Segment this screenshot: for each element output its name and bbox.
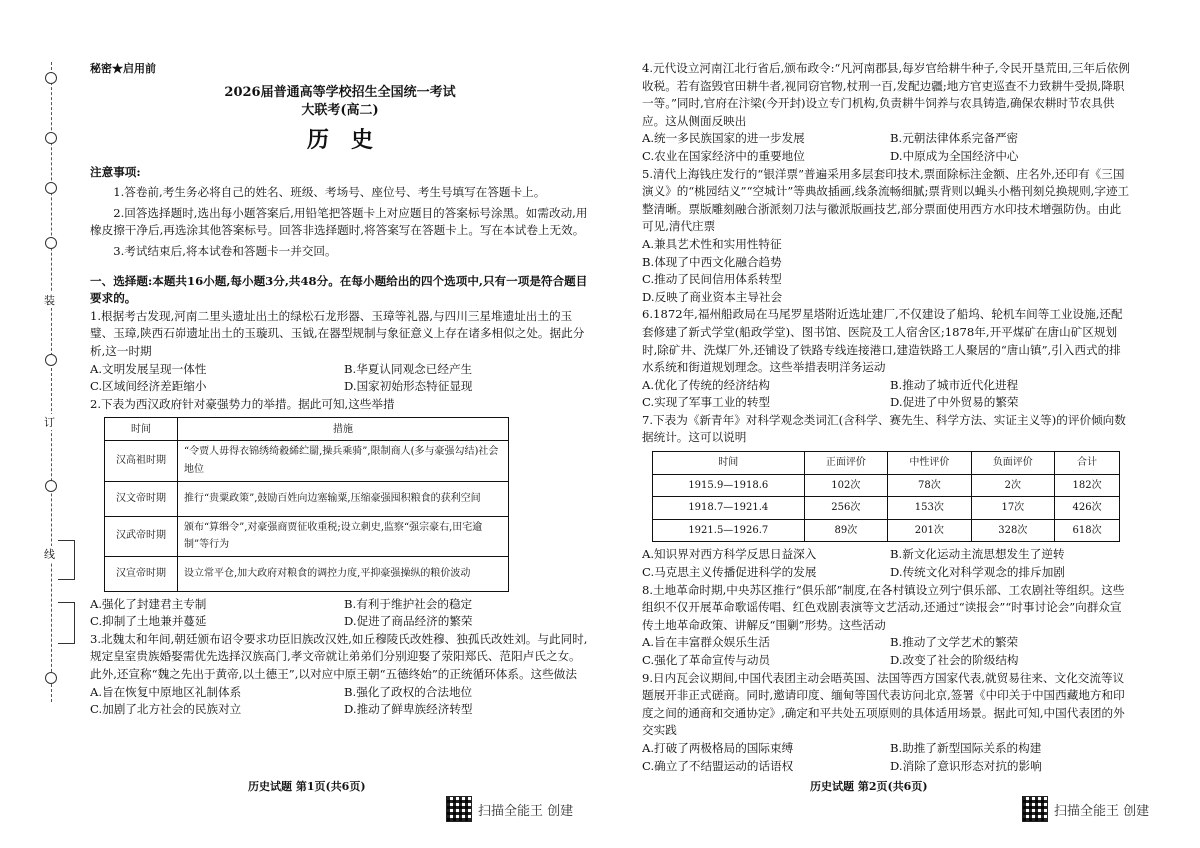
question-6: [642, 306, 1130, 412]
table-cell: 426次: [1055, 497, 1120, 520]
table-header: 合计: [1055, 452, 1120, 475]
page-1: [90, 60, 590, 719]
option-c: C.强化了革命宣传与动员: [642, 653, 771, 667]
binding-hole-icon: [45, 132, 57, 144]
exam-subtitle: 大联考(高二): [301, 102, 379, 118]
table-row: [653, 519, 1120, 542]
option-a: A.知识界对西方科学反思日益深入: [642, 547, 817, 562]
question-stem: 3.北魏太和年间,朝廷颁布诏令要求功臣旧族改汉姓,如丘穆陵氏改姓穆、独孤氏改姓刘。与此同时,规定皇室贵族婚娶需优先选择汉族高门,孝文帝就让弟弟们分别迎娶了荥阳郑氏、范阳卢氏之女。此外,还宣称“魏之先出于黄帝,以土德王”,以对应中原王朝“五德终始”的正统循环体系。这些做法: [90, 631, 588, 682]
id-box: [58, 602, 75, 644]
option-b: B.推动了城市近代化进程: [890, 377, 1019, 392]
measures-table: [104, 417, 509, 591]
binding-dashed-line: [51, 62, 52, 702]
table-cell: 17次: [971, 497, 1054, 520]
question-stem: 8.土地革命时期,中央苏区推行“俱乐部”制度,在各村镇设立列宁俱乐部、工农剧社等组织。这些组织不仅开展革命歌谣传唱、红色戏剧表演等文艺活动,还通过“读报会”“时事讨论会”向群众宣传土地革命政策、讲解反“围剿”形势。这些活动: [642, 582, 1125, 632]
table-cell: 182次: [1055, 474, 1120, 497]
option-a: A.兼具艺术性和实用性特征: [642, 236, 782, 251]
page-1-footer: 历史试题 第1页(共6页): [248, 780, 366, 793]
option-a: A.优化了传统的经济结构: [642, 377, 770, 392]
scanner-watermark: [1022, 796, 1149, 822]
table-row: [653, 497, 1120, 520]
question-3: [90, 631, 590, 719]
options: [642, 377, 1130, 412]
table-cell: 201次: [888, 519, 971, 542]
option-a: A.旨在丰富群众娱乐生活: [642, 635, 770, 650]
table-cell: 89次: [804, 519, 887, 542]
table-header: 措施: [178, 418, 509, 441]
option-b: B.推动了文学艺术的繁荣: [890, 635, 1019, 650]
option-d: D.改变了社会的阶级结构: [890, 653, 1019, 667]
name-box: [58, 540, 75, 580]
option-c: C.马克思主义传播促进科学的发展: [642, 565, 817, 580]
note-item: 3.考试结束后,将本试卷和答题卡一并交回。: [113, 243, 337, 258]
table-cell: 102次: [804, 474, 887, 497]
option-d: D.反映了商业资本主导社会: [642, 289, 783, 304]
table-header: 负面评价: [971, 452, 1054, 475]
table-cell: 2次: [971, 474, 1054, 497]
table-cell: 618次: [1055, 519, 1120, 542]
option-d: D.国家初始形态特征显现: [344, 379, 473, 394]
exam-title: 2026届普通高等学校招生全国统一考试: [224, 84, 456, 100]
question-stem: 6.1872年,福州船政局在马尾罗星塔附近选址建厂,不仅建设了船坞、轮机车间等工业设施,还配套修建了新式学堂(船政学堂)、图书馆、医院及工人宿舍区;1878年,开平煤矿在唐山矿区规划时,除矿井、洗煤厂外,还铺设了铁路专线连接港口,建造铁路工人聚居的“唐山镇”,引入西式的排水系统和街道规划理念。这些举措表明洋务运动: [642, 307, 1123, 375]
question-4: [642, 60, 1130, 166]
evaluation-table: [652, 451, 1120, 542]
option-b: B.元朝法律体系完备严密: [890, 131, 1019, 146]
option-a: A.文明发展呈现一体性: [90, 361, 207, 376]
confidential-mark: 秘密★启用前: [90, 62, 156, 75]
option-d: D.传统文化对科学观念的排斥加剧: [890, 565, 1065, 580]
option-d: D.中原成为全国经济中心: [890, 148, 1019, 163]
binding-char-xian: 线: [44, 548, 55, 561]
table-cell: 1921.5—1926.7: [653, 519, 805, 542]
option-c: C.区域间经济差距缩小: [90, 379, 207, 394]
option-b: B.助推了新型国际关系的构建: [890, 740, 1042, 755]
options: [90, 361, 590, 396]
question-5: [642, 166, 1130, 307]
binding-margin: [36, 62, 66, 702]
question-8: [642, 582, 1130, 670]
question-1: [90, 308, 590, 396]
binding-hole-icon: [45, 182, 57, 194]
table-cell: 设立常平仓,加大政府对粮食的调控力度,平抑豪强操纵的粮价波动: [178, 556, 509, 591]
table-cell: 328次: [971, 519, 1054, 542]
question-stem: 9.日内瓦会议期间,中国代表团主动会晤英国、法国等西方国家代表,就贸易往来、文化交流等议题展开非正式磋商。同时,邀请印度、缅甸等国代表访问北京,签署《中印关于中国西藏地方和印度之间的通商和交通协定》,确定和平共处五项原则的具体适用场景。据此可知,中国代表团的外交实践: [642, 670, 1125, 738]
binding-char-zhuang: 装: [44, 294, 55, 307]
option-b: B.强化了政权的合法地位: [344, 684, 473, 699]
option-c: C.确立了不结盟运动的话语权: [642, 758, 794, 773]
option-c: C.农业在国家经济中的重要地位: [642, 148, 805, 163]
question-9: [642, 670, 1130, 776]
table-cell: 汉文帝时期: [105, 481, 178, 516]
section-heading: 一、选择题:本题共16小题,每小题3分,共48分。在每小题给出的四个选项中,只有一项是符合题目要求的。: [90, 273, 588, 306]
question-stem: 7.下表为《新青年》对科学观念类词汇(含科学、赛先生、科学方法、实证主义等)的评价倾向数据统计。这可以说明: [642, 412, 1126, 445]
options: [90, 596, 590, 631]
table-row: [105, 441, 509, 481]
table-header: 时间: [653, 452, 805, 475]
binding-hole-icon: [45, 237, 57, 249]
option-d: D.促进了商品经济的繁荣: [344, 614, 473, 629]
options: [642, 130, 1130, 165]
option-d: D.消除了意识形态对抗的影响: [890, 758, 1042, 773]
option-c: C.实现了军事工业的转型: [642, 395, 771, 410]
table-header: 时间: [105, 418, 178, 441]
qr-code-icon: [446, 796, 472, 822]
table-cell: 汉武帝时期: [105, 516, 178, 556]
table-cell: 汉高祖时期: [105, 441, 178, 481]
table-cell: 汉宣帝时期: [105, 556, 178, 591]
option-a: A.打破了两极格局的国际束缚: [642, 740, 794, 755]
option-b: B.新文化运动主流思想发生了逆转: [890, 547, 1065, 562]
note-item: 2.回答选择题时,选出每小题答案后,用铅笔把答题卡上对应题目的答案标号涂黑。如需改动,用橡皮擦干净后,再选涂其他答案标号。回答非选择题时,将答案写在答题卡上。写在本试卷上无效。: [90, 205, 588, 238]
option-c: C.抑制了土地兼并蔓延: [90, 614, 207, 629]
table-cell: “令贾人毋得衣锦绣绮縠絺纻罽,操兵乘骑”,限制商人(多与豪强勾结)社会地位: [178, 441, 509, 481]
table-header: 正面评价: [804, 452, 887, 475]
table-cell: 1915.9—1918.6: [653, 474, 805, 497]
options: [642, 634, 1130, 669]
subject-title: 历史: [306, 126, 395, 153]
table-cell: 78次: [888, 474, 971, 497]
page-2-footer: 历史试题 第2页(共6页): [810, 780, 928, 793]
notes-title: 注意事项:: [90, 164, 141, 179]
option-d: D.推动了鲜卑族经济转型: [344, 702, 473, 717]
question-stem: 5.清代上海钱庄发行的“银洋票”普遍采用多层套印技术,票面除标注金额、庄名外,还印有《三国演义》的“桃园结义”“空城计”等典故插画,线条流畅细腻;票背则以蝇头小楷刊刻兑换规则,字迹工整清晰。票版雕刻融合浙派刻刀法与徽派版画技艺,部分票面使用西方水印技术增强防伪。由此可见,清代庄票: [642, 166, 1130, 234]
binding-char-ding: 订: [44, 416, 55, 429]
scanner-label: 扫描全能王 创建: [478, 803, 574, 819]
table-header: 中性评价: [888, 452, 971, 475]
option-b: B.华夏认同观念已经产生: [344, 361, 473, 376]
binding-hole-icon: [45, 480, 57, 492]
table-cell: 颁布“算缗令”,对豪强商贾征收重税;设立刺史,监察“强宗豪右,田宅逾制”等行为: [178, 516, 509, 556]
table-row: [105, 516, 509, 556]
qr-code-icon: [1022, 796, 1048, 822]
table-cell: 256次: [804, 497, 887, 520]
binding-hole-icon: [45, 354, 57, 366]
table-cell: 153次: [888, 497, 971, 520]
option-b: B.有利于维护社会的稳定: [344, 596, 473, 611]
option-a: A.统一多民族国家的进一步发展: [642, 131, 805, 146]
option-b: B.体现了中西文化融合趋势: [642, 254, 782, 269]
table-row: [653, 474, 1120, 497]
options: [90, 684, 590, 719]
option-c: C.推动了民间信用体系转型: [642, 272, 782, 287]
option-d: D.促进了中外贸易的繁荣: [890, 395, 1019, 410]
scanner-label: 扫描全能王 创建: [1054, 803, 1150, 819]
question-stem: 2.下表为西汉政府针对豪强势力的举措。据此可知,这些举措: [90, 396, 395, 411]
question-7: [642, 412, 1130, 582]
note-item: 1.答卷前,考生务必将自己的姓名、班级、考场号、座位号、考生号填写在答题卡上。: [113, 185, 546, 200]
table-cell: 1918.7—1921.4: [653, 497, 805, 520]
binding-hole-icon: [45, 72, 57, 84]
table-row: [105, 481, 509, 516]
table-cell: 推行“贵粟政策”,鼓励百姓向边塞输粟,压缩豪强囤积粮食的获利空间: [178, 481, 509, 516]
page-2: [642, 60, 1130, 775]
options: [642, 546, 1130, 581]
option-a: A.旨在恢复中原地区礼制体系: [90, 684, 242, 699]
binding-hole-icon: [45, 672, 57, 684]
question-2: [90, 396, 590, 631]
option-a: A.强化了封建君主专制: [90, 596, 207, 611]
option-c: C.加剧了北方社会的民族对立: [90, 702, 242, 717]
scanner-watermark: [446, 796, 573, 822]
table-row: [105, 556, 509, 591]
question-stem: 4.元代设立河南江北行省后,颁布政令:“凡河南郡县,每岁官给耕牛种子,令民开垦荒田,三年后依例收税。若有盗毁官田耕牛者,视同窃官物,杖刑一百,发配边疆;地方官吏巡查不力致耕牛受损,降职一等。”同时,官府在汴梁(今开封)设立专门机构,负责耕牛饲养与农具铸造,确保农耕时节农具供应。这从侧面反映出: [642, 61, 1130, 128]
options: [642, 740, 1130, 775]
question-stem: 1.根据考古发现,河南二里头遗址出土的绿松石龙形器、玉璋等礼器,与四川三星堆遗址出土的玉璧、玉璋,陕西石峁遗址出土的玉璇玑、玉钺,在器型规制与象征意义上存在诸多相似之处。据此分析,这一时期: [90, 308, 585, 358]
